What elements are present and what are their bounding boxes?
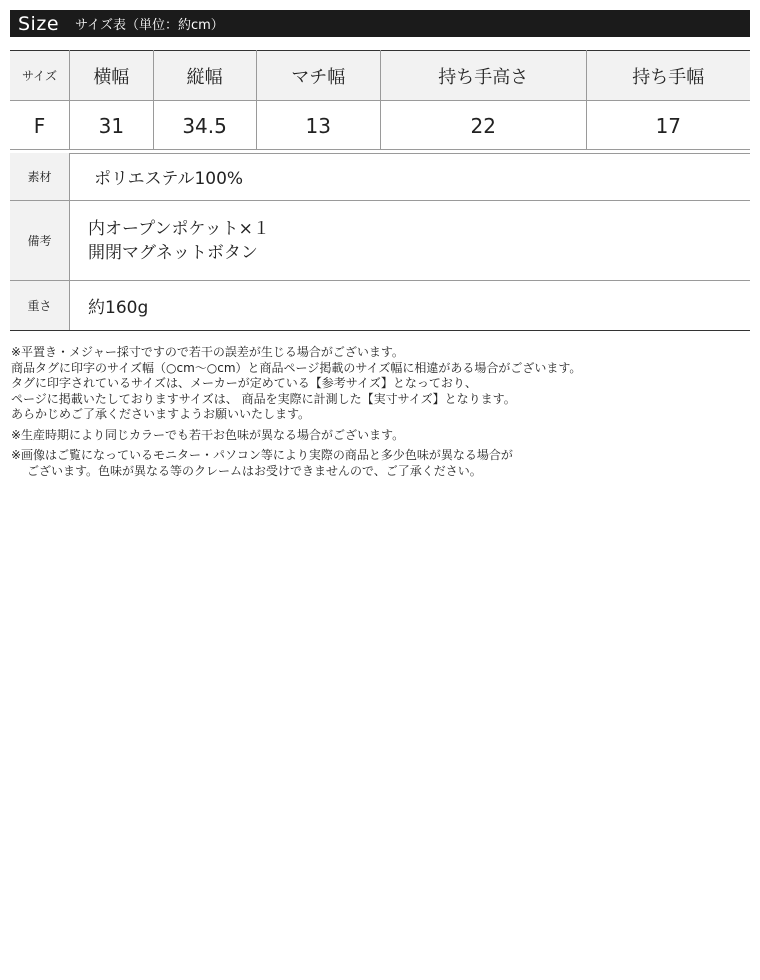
footnote-measurement: ※平置き・メジャー採寸ですので若干の誤差が生じる場合がございます。 <box>11 345 404 359</box>
weight-label: 重さ <box>10 281 70 330</box>
weight-value: 約160g <box>88 298 149 318</box>
notes-line-closure: 開閉マグネットボタン <box>88 242 258 263</box>
notes-line-pocket: 内オープンポケット×１ <box>88 218 270 239</box>
size-value: F <box>10 101 70 151</box>
handle-height-value: 22 <box>380 101 586 151</box>
footnote-reference-size: タグに印字されているサイズは、メーカーが定めている【参考サイズ】となっており、 <box>11 376 477 390</box>
notes-label: 備考 <box>10 201 70 280</box>
footnote-actual-size: ページに掲載いたしておりますサイズは、 商品を実際に計測した【実寸サイズ】となります。 <box>11 391 516 406</box>
footnotes <box>11 345 751 479</box>
material-value: ポリエステル100% <box>94 169 244 189</box>
size-header-bar <box>10 10 750 37</box>
size-table <box>10 50 750 150</box>
notes-row <box>10 201 750 281</box>
size-table-header-row <box>10 51 750 101</box>
width-column-header: 横幅 <box>70 51 154 101</box>
notes-value <box>70 201 750 280</box>
footnote-color-variation: ※生産時期により同じカラーでも若干お色味が異なる場合がございます。 <box>11 427 405 442</box>
size-title: Size <box>18 12 60 35</box>
size-subtitle: サイズ表（単位：約cm） <box>75 18 224 33</box>
footnote-monitor-color: ※画像はご覧になっているモニター・パソコン等により実際の商品と多少色味が異なる場合が <box>11 448 513 462</box>
table-row <box>10 101 750 151</box>
handle-height-column-header: 持ち手高さ <box>380 51 586 101</box>
footnote-acknowledge: あらかじめご了承くださいますようお願いいたします。 <box>11 407 311 421</box>
height-column-header: 縦幅 <box>153 51 256 101</box>
gusset-value: 13 <box>256 101 380 151</box>
height-value: 34.5 <box>153 101 256 151</box>
material-row <box>10 153 750 201</box>
weight-row <box>10 281 750 331</box>
size-column-header: サイズ <box>10 51 70 101</box>
footnote-tag-size: 商品タグに印字のサイズ幅（○cm〜○cm）と商品ページ掲載のサイズ幅に相違がある場合がございます。 <box>11 360 582 375</box>
footnote-monitor-color-cont: ございます。色味が異なる等のクレームはお受けできませんので、ご了承ください。 <box>27 463 482 478</box>
handle-width-column-header: 持ち手幅 <box>586 51 750 101</box>
handle-width-value: 17 <box>586 101 750 151</box>
gusset-column-header: マチ幅 <box>256 51 380 101</box>
material-label: 素材 <box>10 153 70 200</box>
width-value: 31 <box>70 101 154 151</box>
